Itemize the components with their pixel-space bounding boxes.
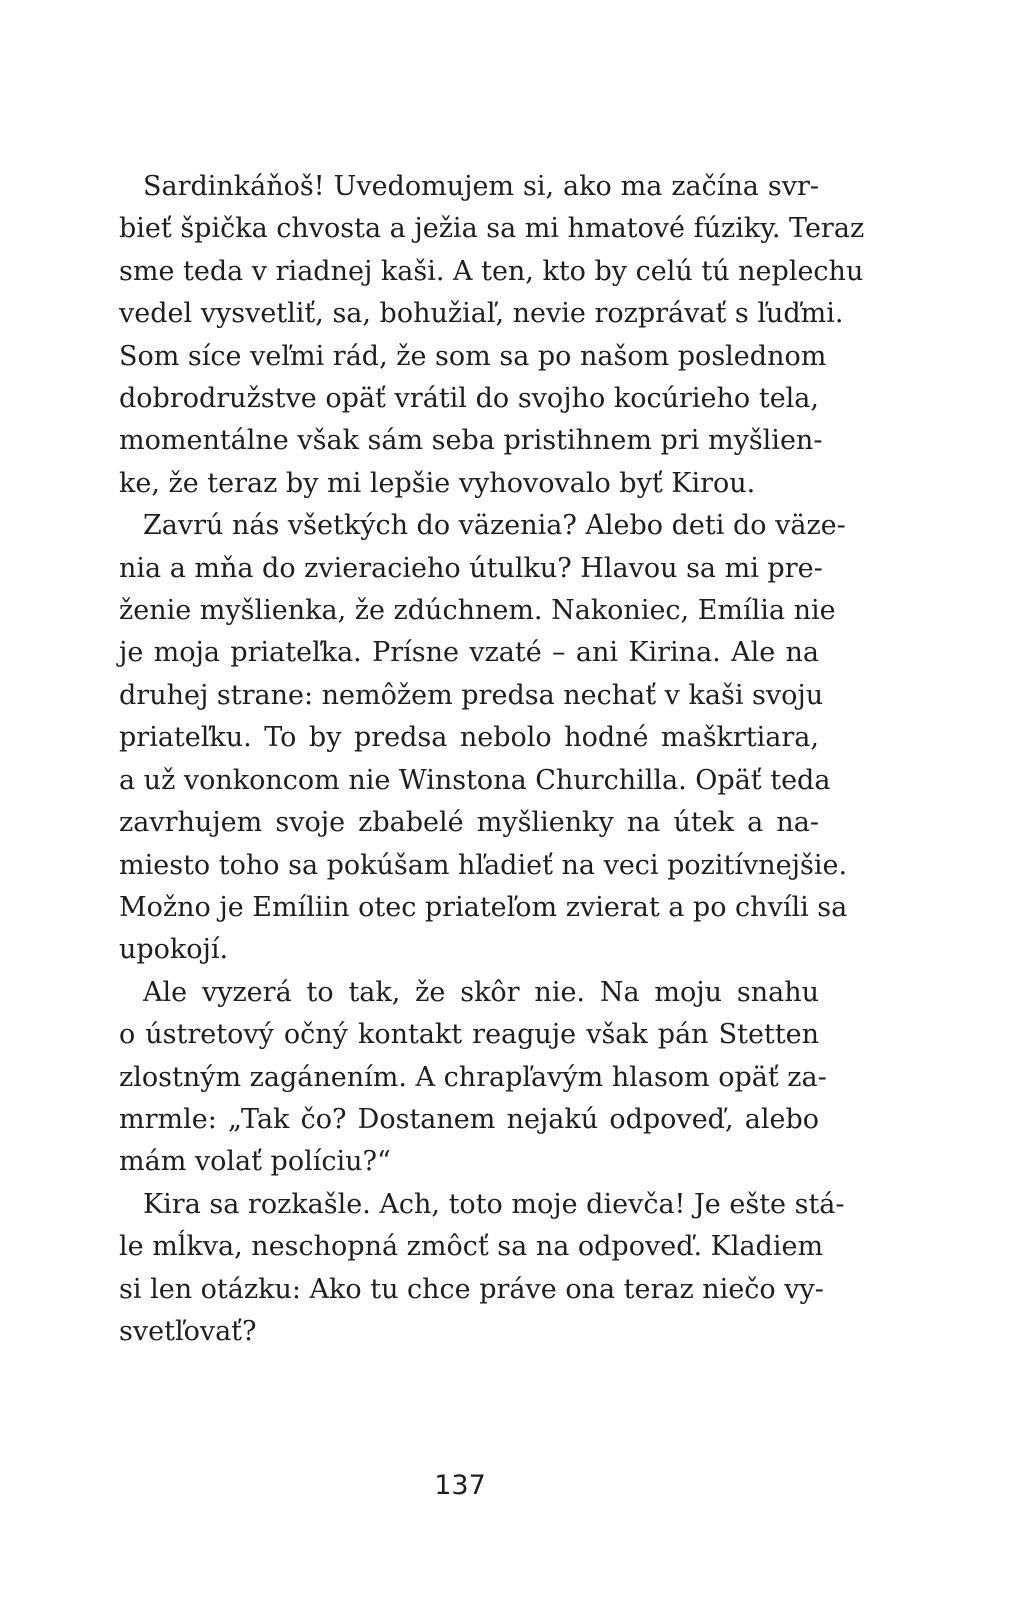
paragraph-3 [119,972,827,1184]
text-line: upokojí. [119,934,229,966]
paragraph-4 [119,1184,845,1354]
text-line: priateľku. To by predsa nebolo hodné maškrtiara, [119,722,819,754]
paragraph-2 [119,505,848,971]
text-line: bieť špička chvosta a ježia sa mi hmatové fúziky. Teraz [119,213,865,245]
text-line: druhej strane: nemôžem predsa nechať v kaši svoju [119,679,824,711]
text-line: mám volať políciu?“ [119,1146,391,1178]
text-line: zavrhujem svoje zbabelé myšlienky na útek a na- [119,807,819,839]
text-line: Možno je Emíliin otec priateľom zvierat a po chvíli sa [119,891,848,923]
paragraph-1 [119,166,865,505]
page-number: 137 [434,1470,486,1501]
text-line: a už vonkoncom nie Winstona Churchilla. Opäť teda [119,764,831,796]
text-line: dobrodružstve opäť vrátil do svojho kocúrieho tela, [119,383,819,415]
text-line: si len otázku: Ako tu chce práve ona teraz niečo vy- [119,1273,824,1305]
text-line: momentálne však sám seba pristihnem pri myšlien- [119,425,823,457]
text-line: Som síce veľmi rád, že som sa po našom poslednom [119,340,827,372]
text-line: ke, že teraz by mi lepšie vyhovovalo byť Kirou. [119,467,756,499]
text-line: sme teda v riadnej kaši. A ten, kto by celú tú neplechu [119,255,864,287]
text-line: nia a mňa do zvieracieho útulku? Hlavou sa mi pre- [119,552,823,584]
text-line: le mĺkva, neschopná zmôcť sa na odpoveď. Kladiem [119,1231,824,1263]
text-line: je moja priateľka. Prísne vzaté – ani Kirina. Ale na [119,637,819,669]
text-line: Ale vyzerá to tak, že skôr nie. Na moju snahu [143,976,819,1008]
body-text [119,166,865,1353]
text-line: Sardinkáňoš! Uvedomujem si, ako ma začína svr- [143,171,819,202]
text-line: vedel vysvetliť, sa, bohužiaľ, nevie rozprávať s ľuďmi. [119,298,844,330]
text-line: o ústretový očný kontakt reaguje však pán Stetten [119,1019,819,1051]
text-line: Kira sa rozkašle. Ach, toto moje dievča! Je ešte stá- [143,1188,845,1220]
text-line: Zavrú nás všetkých do väzenia? Alebo deti do väze- [143,510,846,542]
text-line: zlostným zagánením. A chrapľavým hlasom opäť za- [119,1061,827,1093]
text-line: ženie myšlienka, že zdúchnem. Nakoniec, Emília nie [119,595,836,627]
text-line: svetľovať? [119,1315,257,1347]
text-line: miesto toho sa pokúšam hľadieť na veci pozitívnejšie. [119,849,848,881]
text-line: mrmle: „Tak čo? Dostanem nejakú odpoveď, alebo [119,1103,819,1135]
